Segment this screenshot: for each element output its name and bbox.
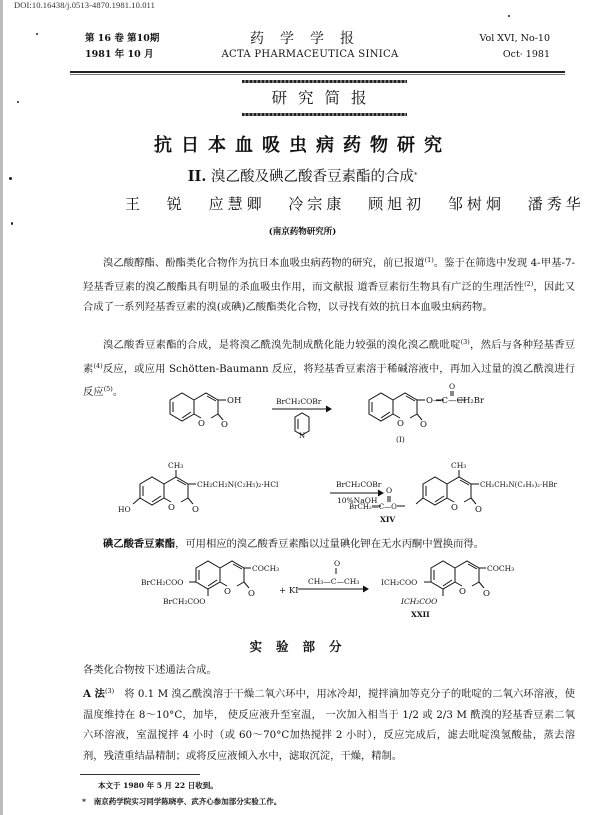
citation: (1) (424, 256, 434, 264)
section-label: 研究简报 (271, 89, 378, 107)
citation: (3) (460, 338, 470, 346)
subtitle-part-number: II. (187, 168, 207, 185)
svg-text:O: O (334, 559, 341, 568)
svg-text:O: O (483, 589, 490, 599)
author-list (125, 193, 585, 214)
svg-text:O: O (224, 587, 231, 597)
svg-text:O: O (248, 589, 255, 599)
svg-text:O: O (451, 503, 458, 513)
scheme3-plus-ki: + KI (279, 586, 299, 596)
header-left (85, 31, 159, 63)
header-rule (70, 71, 565, 73)
experimental-intro: 各类化合物按下述通法合成。 (83, 664, 217, 676)
pyridine-n-label: N (299, 432, 306, 440)
scan-speck (508, 15, 510, 17)
scheme3-product-sub1: ICH₂COO (381, 578, 418, 587)
footnote-received: 本文于 1980 年 5 月 22 日收到。 (98, 781, 218, 790)
page-edge (0, 0, 3, 815)
svg-text:O: O (459, 587, 466, 597)
compound-label-I: (I) (396, 435, 405, 444)
scheme3-sub2: BrCH₂COO (163, 597, 206, 606)
wavy-rule-bottom (242, 113, 407, 116)
svg-text:CH₃: CH₃ (451, 461, 467, 470)
affiliation: (南京药物研究所) (268, 227, 337, 237)
svg-text:O: O (192, 505, 199, 515)
intro-paragraph-1 (83, 250, 575, 318)
carbonyl-oxygen-label: O (221, 420, 228, 430)
footnote-mark: * (82, 797, 86, 806)
compound-label-XXII: XXII (411, 610, 430, 619)
svg-text:O: O (475, 505, 482, 515)
header-rule-thin (70, 74, 565, 75)
section-label-box (242, 80, 407, 116)
author: 潘秀华 (527, 195, 585, 213)
scheme2-reagent-top: BrCH₂COBr (336, 480, 382, 489)
footnote-text: 南京药学院实习同学陈晓亭、武齐心参加部分实验工作。 (93, 797, 282, 806)
author: 王 锐 (125, 195, 186, 213)
author: 冷宗康 (288, 195, 346, 213)
text-run: 溴乙酸香豆素酯的合成，是将溴乙酰溴先制成酰化能力较强的溴化溴乙酰吡啶 (103, 339, 461, 351)
text-run: ，因此又合成了一系列羟基香豆素的溴(或碘)乙酸酯类化合物，以寻找有效的抗日本血吸虫病药物。 (83, 280, 575, 313)
text-run: 溴乙酸醇酯、酚酯类化合物作为抗日本血吸虫病药物的研究，前已报道 (103, 257, 425, 269)
citation: (5) (103, 385, 113, 393)
subtitle-footnote-mark: * (413, 171, 418, 179)
scheme3-sub1: BrCH₂COO (141, 578, 184, 587)
text-run: ，可用相应的溴乙酸香豆素酯以过量碘化钾在无水丙酮中置换而得。 (175, 538, 484, 550)
scheme3-solvent: CH₃—C—CH₃ (308, 577, 360, 586)
scheme3-acetyl: COCH₃ (252, 564, 280, 573)
scan-speck (36, 33, 38, 35)
iodo-ester-paragraph (83, 534, 575, 555)
scheme2-reactant-chain: CH₂CH₂N(C₂H₅)₂·HCl (197, 480, 279, 489)
scheme1-product-chain: O—C—CH₂Br (426, 396, 485, 406)
volume-issue-cn: 第 16 卷 第10期 (85, 33, 160, 44)
scheme2-methyl: CH₃ (168, 461, 184, 470)
date-en: Oct· 1981 (502, 49, 550, 60)
svg-text:O: O (420, 420, 427, 430)
header-center (205, 31, 415, 63)
citation: (3) (104, 687, 115, 695)
date-cn: 1981 年 10 月 (85, 49, 154, 60)
svg-text:O: O (449, 382, 456, 391)
scheme1-oh-label: OH (227, 396, 242, 406)
author: 邹树炯 (447, 195, 505, 213)
scan-speck (17, 101, 19, 103)
experimental-heading: 实验部分 (249, 639, 356, 654)
text-run: ，然后与各种羟基香豆素 (83, 339, 576, 375)
subtitle-text: 溴乙酸及碘乙酸香豆素酯的合成 (210, 169, 414, 185)
scheme2-product-chain: CH₂CH₂N(C₂H₅)₂·HBr (480, 481, 557, 489)
bold-term: 碘乙酸香豆素酯 (103, 538, 176, 550)
article-subtitle (0, 165, 605, 186)
method-label: A 法 (83, 688, 105, 700)
pyridine-ring (295, 413, 309, 435)
author: 顾旭初 (368, 195, 426, 213)
scan-speck (11, 222, 13, 225)
scan-speck (9, 177, 12, 180)
text-run: 。鉴于在筛选中发现 4-甲基-7-羟基香豆素的溴乙酸酯具有明显的杀血吸虫作用，而文献报 道香豆素衍生物具有广泛的生理活性 (83, 257, 575, 293)
svg-text:O: O (386, 486, 393, 495)
intro-paragraph-2 (83, 332, 575, 403)
scheme3-product-sub2: ICH₂COO (401, 597, 438, 606)
text-run: 反应，或应用 Schötten-Baumann 反应，将羟基香豆素溶于稀碱溶液中，再加入过量的溴乙酰溴进行反应 (83, 362, 575, 398)
svg-text:O: O (168, 503, 175, 513)
citation: (2) (524, 279, 534, 288)
footnote-rule (80, 774, 200, 775)
doi-line: DOI:10.16438/j.0513-4870.1981.10.011 (14, 0, 155, 10)
wavy-rule-top (242, 80, 407, 83)
method-a-paragraph (83, 681, 575, 766)
scheme1-reagent: BrCH₂COBr (276, 397, 322, 406)
scheme2-hydroxy: HO (118, 505, 131, 514)
scheme2-ester: BrCH₂—C—O (349, 503, 397, 511)
footnote-acknowledgement (82, 796, 281, 807)
ring-oxygen-label: O (198, 419, 205, 429)
article-title: 抗日本血吸虫病药物研究 (154, 135, 451, 156)
svg-text:O: O (397, 419, 404, 429)
method-text: 将 0.1 M 溴乙酰溴溶于干燥二氧六环中，用冰冷却，搅拌滴加等克分子的吡啶的二氧六环溶液，使温度维持在 8～10°C，加毕， 使反应液升至室温， 一次加入相当于 1/2 或 2/3 M 酰溴的羟基香豆素二氧六环溶液，室温搅拌 4 小时（或 60～70°C加热搅拌 2 小时），反应完成后，滤去吡啶溴氢酸盐，蒸去溶剂，残渣重结晶精制；或将反应液倾入水中，滤取沉淀，干燥，精制。 (83, 688, 575, 762)
journal-title-en: ACTA PHARMACEUTICA SINICA (221, 49, 399, 60)
scheme3-product-acetyl: COCH₃ (487, 564, 515, 573)
text-run: 。 (112, 386, 124, 398)
journal-title-cn: 药学学报 (250, 31, 370, 47)
author: 应慧卿 (208, 195, 266, 213)
header-right (479, 31, 550, 63)
volume-en: Vol XVI, No-10 (479, 33, 550, 44)
scheme2-reagent-bottom: 10%NaOH (337, 496, 378, 505)
compound-label-XIV: XIV (380, 515, 396, 524)
citation: (4) (93, 361, 103, 370)
